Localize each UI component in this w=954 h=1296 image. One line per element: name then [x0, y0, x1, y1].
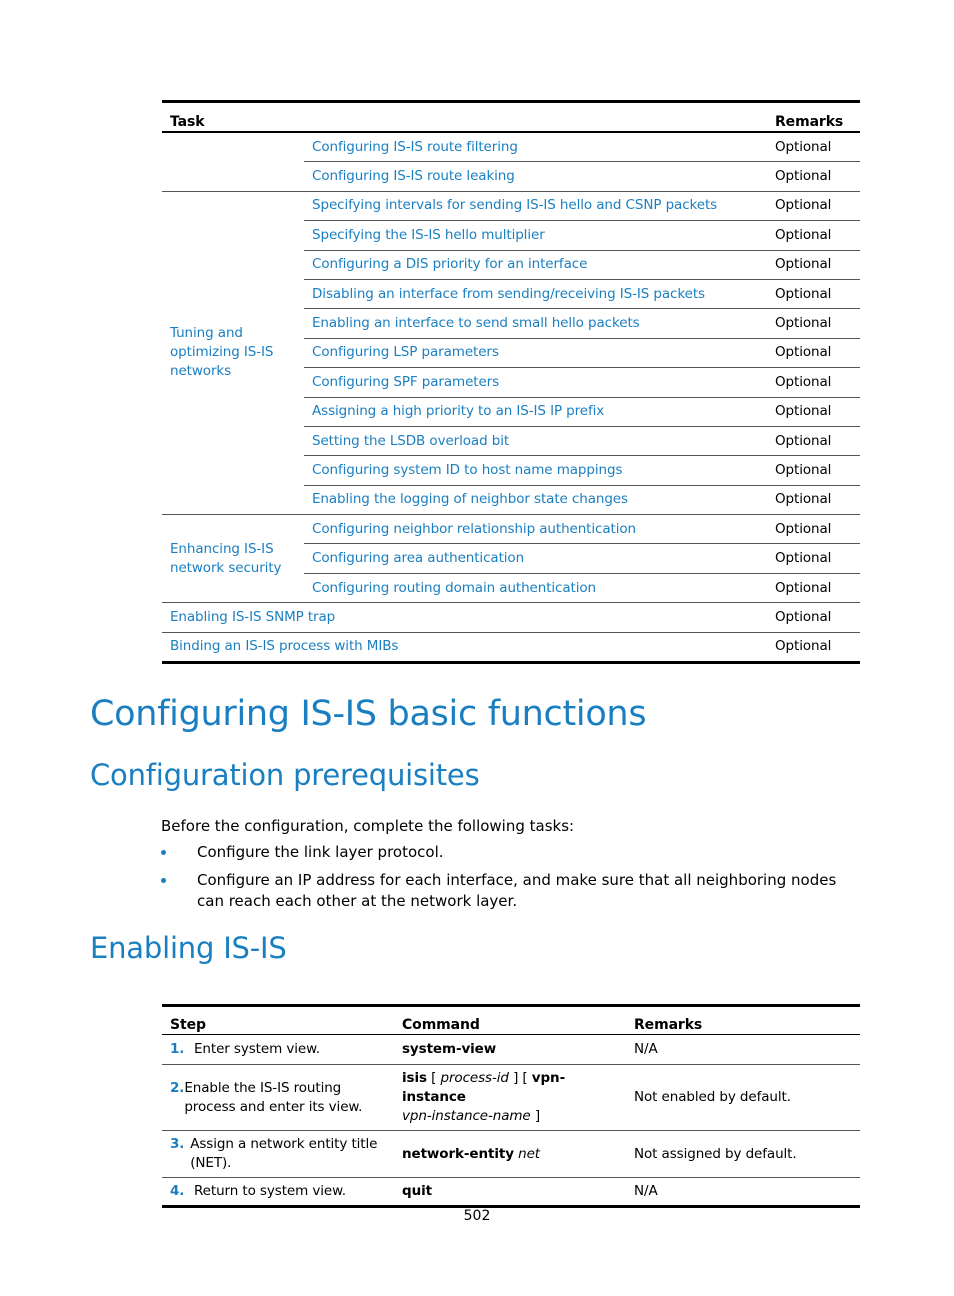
step-text: Return to system view.: [194, 1183, 346, 1199]
step-number: 2.: [170, 1079, 185, 1096]
task-link[interactable]: Assigning a high priority to an IS-IS IP prefix: [304, 397, 767, 426]
task-link[interactable]: Configuring SPF parameters: [304, 368, 767, 397]
command-bracket: ]: [530, 1108, 540, 1124]
step-cell: [162, 1131, 394, 1178]
table-row: [162, 515, 860, 544]
remarks-cell: Optional: [767, 338, 860, 367]
bullet-icon: [161, 850, 166, 855]
step-table: [162, 1004, 860, 1208]
step-number: 1.: [170, 1041, 185, 1057]
task-link[interactable]: Configuring IS-IS route filtering: [304, 132, 767, 162]
task-link[interactable]: Binding an IS-IS process with MIBs: [170, 638, 399, 655]
step-text: Enable the IS-IS routing process and enter its view.: [184, 1079, 363, 1115]
step-cell: [162, 1065, 394, 1131]
task-link[interactable]: Configuring neighbor relationship authentication: [304, 515, 767, 544]
step-number: 3.: [170, 1136, 185, 1152]
remarks-cell: Optional: [767, 368, 860, 397]
remarks-cell: Optional: [767, 426, 860, 455]
list-item: [161, 842, 861, 863]
remarks-cell: Optional: [767, 279, 860, 308]
remarks-cell: Optional: [767, 573, 860, 602]
step-cell: [162, 1035, 394, 1065]
remarks-cell: Optional: [767, 603, 860, 632]
remarks-cell: Optional: [767, 221, 860, 250]
table-row: [162, 1065, 860, 1131]
task-link[interactable]: Configuring system ID to host name mappings: [304, 456, 767, 485]
command-keyword: isis: [402, 1070, 427, 1086]
table-row: [162, 1178, 860, 1207]
remarks-cell: Optional: [767, 485, 860, 514]
task-table-header: [162, 102, 860, 133]
task-table: [162, 100, 860, 664]
header-task: Task: [162, 102, 767, 133]
header-remarks: Remarks: [767, 102, 860, 133]
task-link[interactable]: Enabling an interface to send small hello packets: [304, 309, 767, 338]
task-link[interactable]: Enabling the logging of neighbor state changes: [304, 485, 767, 514]
table-row: [162, 191, 860, 220]
table-row: [162, 632, 860, 662]
command-keyword: vpn-instance: [402, 1070, 566, 1105]
remarks-cell: Optional: [767, 250, 860, 279]
remarks-cell: Optional: [767, 309, 860, 338]
task-link[interactable]: Setting the LSDB overload bit: [304, 426, 767, 455]
task-link[interactable]: Specifying intervals for sending IS-IS hello and CSNP packets: [304, 191, 767, 220]
command-cell: [394, 1035, 626, 1065]
group-label-security[interactable]: Enhancing IS-IS network security: [162, 515, 304, 603]
command-keyword: quit: [402, 1183, 432, 1199]
task-link[interactable]: Configuring IS-IS route leaking: [304, 162, 767, 191]
command-cell: [394, 1065, 626, 1131]
command-bracket: ] [: [508, 1070, 532, 1086]
command-argument: net: [518, 1145, 540, 1162]
group-cell-empty: [162, 132, 304, 191]
task-link[interactable]: Enabling IS-IS SNMP trap: [162, 603, 767, 632]
section-title: Configuring IS-IS basic functions: [90, 694, 647, 734]
page-number: 502: [463, 1208, 491, 1224]
table-row: [162, 132, 860, 162]
remarks-cell: Not assigned by default.: [626, 1131, 860, 1178]
remarks-cell: Optional: [767, 544, 860, 573]
task-link[interactable]: Configuring area authentication: [304, 544, 767, 573]
remarks-cell: Optional: [767, 515, 860, 544]
step-text: Enter system view.: [194, 1041, 320, 1057]
remarks-cell: Optional: [767, 456, 860, 485]
table-row: [162, 603, 860, 632]
command-keyword: network-entity: [402, 1145, 514, 1162]
group-label-tuning[interactable]: Tuning and optimizing IS-IS networks: [162, 191, 304, 514]
step-number: 4.: [170, 1183, 185, 1199]
prerequisite-list: [161, 842, 861, 919]
command-cell: [394, 1178, 626, 1207]
task-link[interactable]: Configuring routing domain authentication: [304, 573, 767, 602]
intro-text: Before the configuration, complete the following tasks:: [161, 817, 575, 835]
step-cell: [162, 1178, 394, 1207]
step-text: Assign a network entity title (NET).: [190, 1136, 378, 1171]
command-cell: [394, 1131, 626, 1178]
step-table-header: [162, 1006, 860, 1035]
header-command: Command: [394, 1006, 626, 1035]
remarks-cell: N/A: [634, 1183, 658, 1199]
list-item-text: Configure an IP address for each interface, and make sure that all neighboring nodes can reach each other at the network layer.: [197, 871, 837, 910]
command-argument: vpn-instance-name: [402, 1108, 531, 1124]
remarks-cell: N/A: [626, 1035, 860, 1065]
task-link[interactable]: Configuring a DIS priority for an interface: [304, 250, 767, 279]
remarks-cell: Not enabled by default.: [626, 1065, 860, 1131]
bullet-icon: [161, 878, 166, 883]
subsection-title-prerequisites: Configuration prerequisites: [90, 758, 480, 792]
header-step: Step: [162, 1006, 394, 1035]
remarks-cell: Optional: [775, 638, 832, 655]
remarks-cell: Optional: [767, 191, 860, 220]
header-remarks: Remarks: [626, 1006, 860, 1035]
task-link[interactable]: Configuring LSP parameters: [304, 338, 767, 367]
remarks-cell: Optional: [767, 132, 860, 162]
table-row: [162, 1131, 860, 1178]
list-item-text: Configure the link layer protocol.: [197, 843, 444, 861]
table-row: [162, 1035, 860, 1065]
command-keyword: system-view: [402, 1041, 497, 1057]
task-link[interactable]: Specifying the IS-IS hello multiplier: [304, 221, 767, 250]
command-bracket: [: [426, 1070, 441, 1086]
remarks-cell: Optional: [767, 397, 860, 426]
task-link[interactable]: Disabling an interface from sending/receiving IS-IS packets: [304, 279, 767, 308]
subsection-title-enabling: Enabling IS-IS: [90, 931, 287, 965]
remarks-cell: Optional: [767, 162, 860, 191]
list-item: [161, 870, 861, 912]
command-argument: process-id: [440, 1070, 509, 1086]
